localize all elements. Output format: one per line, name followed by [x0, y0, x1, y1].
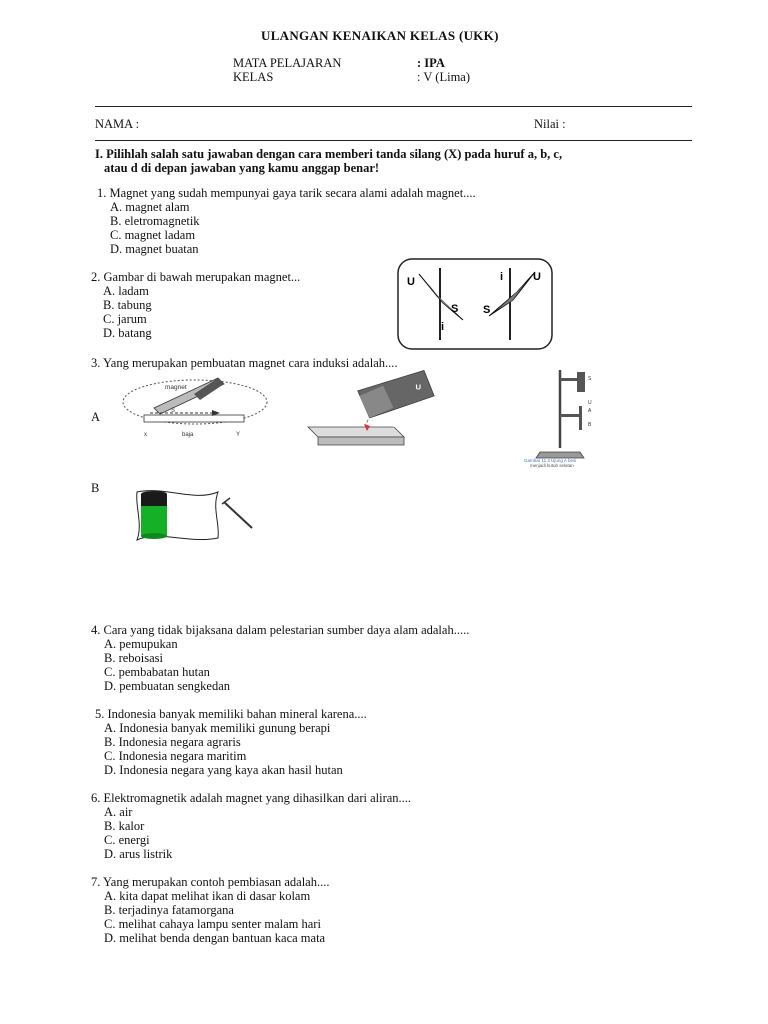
header-divider-top — [95, 106, 692, 107]
class-value: : V (Lima) — [417, 70, 471, 84]
question-7-option-b[interactable]: B. terjadinya fatamorgana — [104, 903, 234, 917]
question-5-option-d[interactable]: D. Indonesia negara yang kaya akan hasil hutan — [104, 763, 343, 777]
stand-label-s: S — [588, 376, 592, 382]
question-7-option-c[interactable]: C. melihat cahaya lampu senter malam hari — [104, 917, 321, 931]
score-label: Nilai : — [534, 117, 566, 131]
bar-magnet-figure — [300, 375, 422, 453]
subject-value: : IPA — [417, 56, 445, 70]
question-2-option-d[interactable]: D. batang — [103, 326, 152, 340]
question-5-text: 5. Indonesia banyak memiliki bahan mineral karena.... — [95, 707, 367, 721]
question-4-text: 4. Cara yang tidak bijaksana dalam pelestarian sumber daya alam adalah..... — [91, 623, 470, 637]
question-5-option-c[interactable]: C. Indonesia negara maritim — [104, 749, 247, 763]
stand-caption-2: menjadi kutub selatan — [530, 463, 574, 468]
question-4-option-d[interactable]: D. pembuatan sengkedan — [104, 679, 231, 693]
compass-label-u-left: U — [407, 276, 415, 288]
stand-label-b: B — [588, 422, 592, 428]
question-7-option-d[interactable]: D. melihat benda dengan bantuan kaca mata — [104, 931, 326, 945]
page-title: ULANGAN KENAIKAN KELAS (UKK) — [261, 28, 499, 43]
rub-label-baja: baja — [182, 432, 194, 438]
question-4-option-c[interactable]: C. pembabatan hutan — [104, 665, 210, 679]
class-label: KELAS — [233, 70, 274, 84]
question-1-option-a[interactable]: A. magnet alam — [110, 200, 190, 214]
compass-label-i-left: i — [441, 321, 445, 333]
question-2-option-b[interactable]: B. tabung — [103, 298, 152, 312]
rubbing-magnet-figure — [120, 370, 270, 440]
stand-label-a: A — [588, 408, 592, 414]
header-divider-bottom — [95, 140, 692, 141]
instruction-line-1: I. Pilihlah salah satu jawaban dengan cara memberi tanda silang (X) pada huruf a, b, c, — [95, 147, 563, 161]
question-6-option-d[interactable]: D. arus listrik — [104, 847, 173, 861]
question-5-option-b[interactable]: B. Indonesia negara agraris — [104, 735, 241, 749]
bar-magnet-label-s: S — [392, 419, 399, 429]
compass-label-u-right: U — [533, 271, 541, 283]
question-3-text: 3. Yang merupakan pembuatan magnet cara induksi adalah.... — [91, 356, 398, 370]
bar-magnet-label-u: U — [415, 382, 422, 392]
question-1-text: 1. Magnet yang sudah mempunyai gaya tarik secara alami adalah magnet.... — [97, 186, 476, 200]
compass-label-s-right: S — [483, 304, 491, 316]
rub-label-x: x — [144, 432, 147, 438]
question-1-option-d[interactable]: D. magnet buatan — [110, 242, 199, 256]
question-3-option-a[interactable]: A — [91, 410, 101, 424]
rub-label-magnet: magnet — [165, 384, 187, 391]
question-4-option-b[interactable]: B. reboisasi — [104, 651, 164, 665]
compass-needle-figure — [397, 258, 553, 350]
question-6-option-c[interactable]: C. energi — [104, 833, 150, 847]
question-1-option-b[interactable]: B. eletromagnetik — [110, 214, 200, 228]
rub-label-y: Y — [236, 432, 241, 438]
stand-label-u: U — [588, 400, 592, 406]
question-2-text: 2. Gambar di bawah merupakan magnet... — [91, 270, 301, 284]
compass-label-i-right: i — [500, 271, 504, 283]
question-7-option-a[interactable]: A. kita dapat melihat ikan di dasar kolam — [104, 889, 311, 903]
question-7-text: 7. Yang merupakan contoh pembiasan adalah.... — [91, 875, 330, 889]
question-6-option-b[interactable]: B. kalor — [104, 819, 145, 833]
question-6-option-a[interactable]: A. air — [104, 805, 133, 819]
question-3-option-b[interactable]: B — [91, 481, 100, 495]
question-4-option-a[interactable]: A. pemupukan — [104, 637, 178, 651]
stand-caption-1: Gambar 11.4 Ujung A besi — [524, 458, 577, 463]
question-1-option-c[interactable]: C. magnet ladam — [110, 228, 196, 242]
battery-coil-figure — [134, 484, 254, 546]
question-6-text: 6. Elektromagnetik adalah magnet yang dihasilkan dari aliran.... — [91, 791, 412, 805]
stand-figure — [524, 366, 614, 468]
name-label: NAMA : — [95, 117, 140, 131]
question-2-option-c[interactable]: C. jarum — [103, 312, 147, 326]
instruction-line-2: atau d di depan jawaban yang kamu anggap benar! — [104, 161, 380, 175]
compass-label-s-left: S — [451, 303, 459, 315]
rub-label-s: S — [171, 408, 176, 414]
question-5-option-a[interactable]: A. Indonesia banyak memiliki gunung berapi — [104, 721, 331, 735]
subject-label: MATA PELAJARAN — [233, 56, 342, 70]
question-2-option-a[interactable]: A. ladam — [103, 284, 149, 298]
